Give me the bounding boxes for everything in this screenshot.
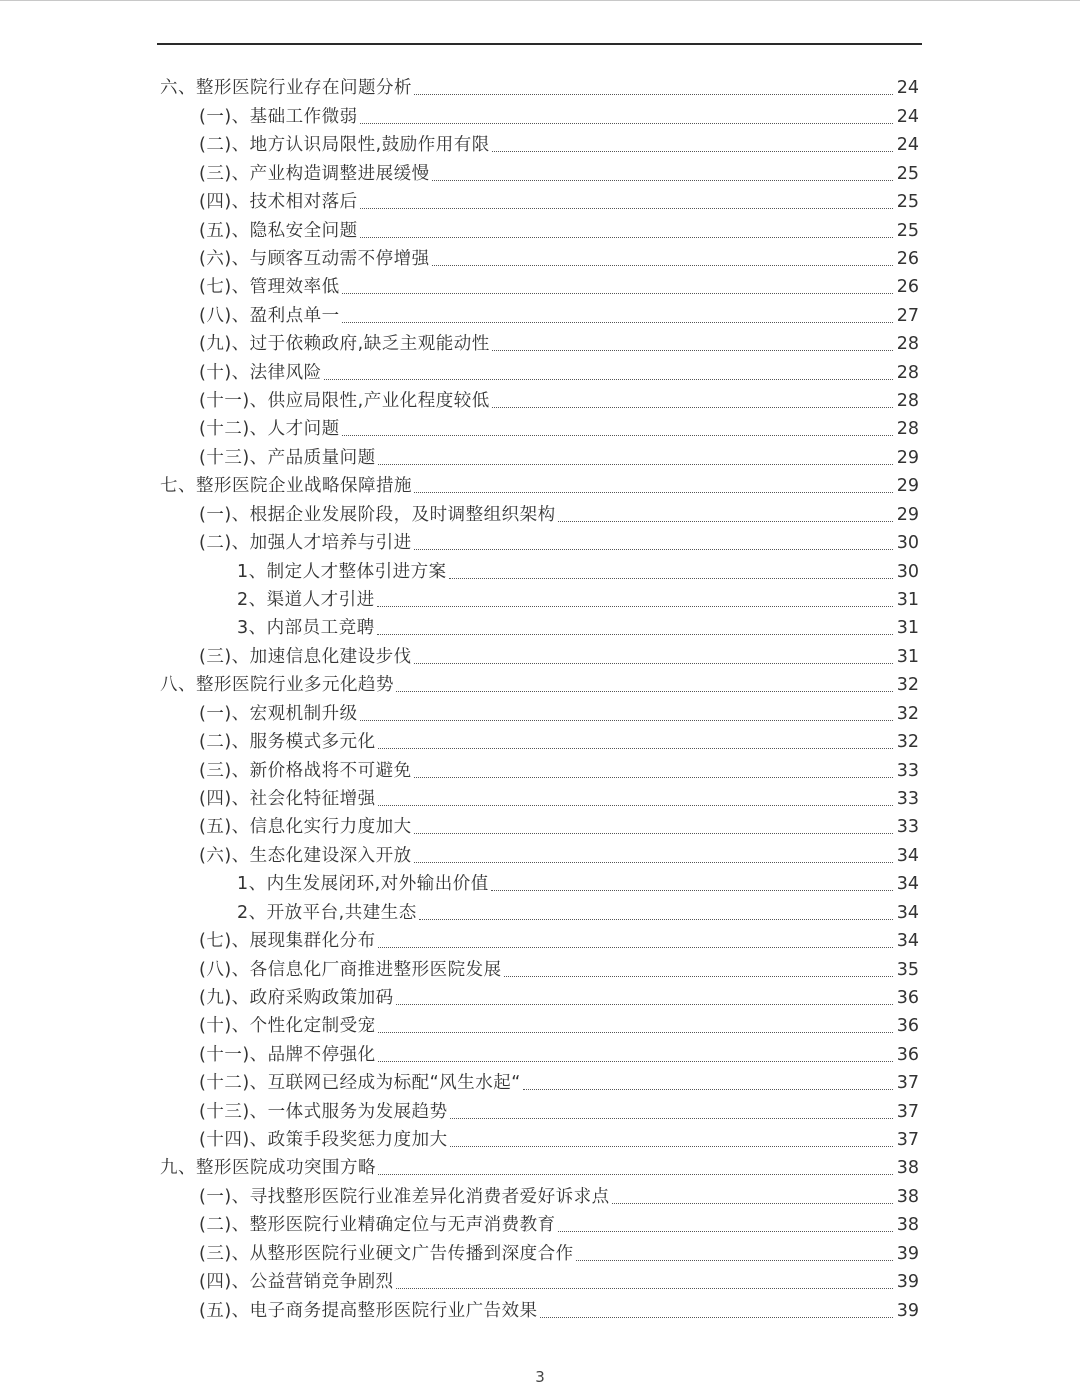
dot-leader bbox=[378, 748, 893, 749]
toc-entry-title: 七、整形医院企业战略保障措施 bbox=[160, 476, 412, 497]
toc-entry[interactable] bbox=[0, 415, 1080, 443]
dot-leader bbox=[612, 1203, 893, 1204]
toc-entry-title: (二)、加强人才培养与引进 bbox=[199, 533, 412, 554]
toc-entry-title: (四)、社会化特征增强 bbox=[199, 788, 376, 809]
toc-entry-title: (六)、与顾客互动需不停增强 bbox=[199, 248, 430, 269]
toc-entry-title: 1、内生发展闭环,对外输出价值 bbox=[237, 874, 489, 895]
dot-leader bbox=[342, 322, 893, 323]
dot-leader bbox=[377, 606, 893, 607]
toc-entry-title: (十一)、品牌不停强化 bbox=[199, 1044, 376, 1065]
page-number-footer: 3 bbox=[535, 1368, 545, 1386]
toc-entry-page-number: 29 bbox=[896, 504, 919, 525]
toc-entry-title: 八、整形医院行业多元化趋势 bbox=[160, 675, 394, 696]
toc-entry-title: (五)、隐私安全问题 bbox=[199, 220, 358, 241]
toc-entry-title: (四)、公益营销竞争剧烈 bbox=[199, 1272, 394, 1293]
toc-entry-title: (八)、各信息化厂商推进整形医院发展 bbox=[199, 959, 502, 980]
toc-entry-page-number: 30 bbox=[896, 533, 919, 554]
toc-entry[interactable] bbox=[0, 756, 1080, 784]
dot-leader bbox=[378, 1174, 893, 1175]
toc-entry-title: (五)、电子商务提高整形医院行业广告效果 bbox=[199, 1300, 538, 1321]
toc-entry-page-number: 32 bbox=[896, 703, 919, 724]
toc-entry-page-number: 34 bbox=[896, 874, 919, 895]
toc-entry-page-number: 39 bbox=[896, 1272, 919, 1293]
dot-leader bbox=[558, 1231, 893, 1232]
dot-leader bbox=[491, 890, 893, 891]
dot-leader bbox=[449, 578, 893, 579]
toc-entry[interactable] bbox=[0, 1040, 1080, 1068]
toc-entry[interactable] bbox=[0, 301, 1080, 329]
toc-entry[interactable] bbox=[0, 1211, 1080, 1239]
toc-entry-page-number: 38 bbox=[896, 1158, 919, 1179]
toc-entry-title: 1、制定人才整体引进方案 bbox=[237, 561, 447, 582]
toc-entry-title: (十四)、政策手段奖惩力度加大 bbox=[199, 1130, 448, 1151]
toc-entry[interactable] bbox=[0, 813, 1080, 841]
dot-leader bbox=[492, 151, 893, 152]
toc-entry-page-number: 37 bbox=[896, 1073, 919, 1094]
toc-entry-page-number: 37 bbox=[896, 1101, 919, 1122]
toc-entry-title: (九)、政府采购政策加码 bbox=[199, 987, 394, 1008]
toc-entry-page-number: 26 bbox=[896, 248, 919, 269]
dot-leader bbox=[414, 833, 893, 834]
toc-entry[interactable] bbox=[0, 1182, 1080, 1210]
toc-entry-page-number: 34 bbox=[896, 931, 919, 952]
toc-entry-page-number: 24 bbox=[896, 106, 919, 127]
toc-entry-title: (七)、展现集群化分布 bbox=[199, 931, 376, 952]
toc-entry[interactable] bbox=[0, 785, 1080, 813]
dot-leader bbox=[414, 777, 893, 778]
toc-entry-page-number: 28 bbox=[896, 362, 919, 383]
toc-entry[interactable] bbox=[0, 443, 1080, 471]
dot-leader bbox=[396, 691, 893, 692]
dot-leader bbox=[492, 350, 893, 351]
dot-leader bbox=[576, 1260, 893, 1261]
toc-entry-page-number: 34 bbox=[896, 845, 919, 866]
toc-entry-title: (十一)、供应局限性,产业化程度较低 bbox=[199, 391, 490, 412]
toc-entry-title: (十二)、互联网已经成为标配“风生水起“ bbox=[199, 1073, 521, 1094]
toc-entry-page-number: 34 bbox=[896, 902, 919, 923]
dot-leader bbox=[523, 1089, 893, 1090]
toc-entry-title: (十三)、产品质量问题 bbox=[199, 447, 376, 468]
toc-entry-title: (四)、技术相对落后 bbox=[199, 192, 358, 213]
dot-leader bbox=[558, 521, 893, 522]
toc-entry-page-number: 39 bbox=[896, 1243, 919, 1264]
dot-leader bbox=[378, 805, 893, 806]
dot-leader bbox=[378, 947, 893, 948]
toc-entry-title: (一)、寻找整形医院行业准差异化消费者爱好诉求点 bbox=[199, 1186, 610, 1207]
toc-entry[interactable] bbox=[0, 159, 1080, 187]
toc-entry-title: (二)、整形医院行业精确定位与无声消费教育 bbox=[199, 1215, 556, 1236]
table-of-contents bbox=[0, 74, 1080, 1325]
toc-entry-page-number: 30 bbox=[896, 561, 919, 582]
toc-entry-title: 2、渠道人才引进 bbox=[237, 590, 375, 611]
toc-entry[interactable] bbox=[0, 216, 1080, 244]
toc-entry-page-number: 29 bbox=[896, 447, 919, 468]
dot-leader bbox=[414, 862, 893, 863]
toc-entry-title: (三)、产业构造调整进展缓慢 bbox=[199, 163, 430, 184]
dot-leader bbox=[450, 1118, 893, 1119]
toc-entry-title: 3、内部员工竞聘 bbox=[237, 618, 375, 639]
dot-leader bbox=[414, 492, 893, 493]
toc-entry-title: (十二)、人才问题 bbox=[199, 419, 340, 440]
toc-entry-title: (三)、从整形医院行业硬文广告传播到深度合作 bbox=[199, 1243, 574, 1264]
toc-entry[interactable] bbox=[0, 614, 1080, 642]
toc-entry[interactable] bbox=[0, 387, 1080, 415]
toc-entry[interactable] bbox=[0, 1296, 1080, 1324]
toc-entry-page-number: 37 bbox=[896, 1130, 919, 1151]
toc-entry-title: (九)、过于依赖政府,缺乏主观能动性 bbox=[199, 334, 490, 355]
toc-entry-title: (三)、新价格战将不可避免 bbox=[199, 760, 412, 781]
dot-leader bbox=[396, 1004, 893, 1005]
dot-leader bbox=[360, 208, 893, 209]
toc-entry-title: (二)、地方认识局限性,鼓励作用有限 bbox=[199, 135, 490, 156]
toc-entry[interactable] bbox=[0, 984, 1080, 1012]
toc-entry-title: (十)、法律风险 bbox=[199, 362, 322, 383]
dot-leader bbox=[378, 1061, 893, 1062]
toc-entry-title: (一)、基础工作微弱 bbox=[199, 106, 358, 127]
toc-entry[interactable] bbox=[0, 898, 1080, 926]
toc-entry-page-number: 33 bbox=[896, 760, 919, 781]
toc-entry-page-number: 38 bbox=[896, 1186, 919, 1207]
toc-entry-page-number: 31 bbox=[896, 590, 919, 611]
toc-entry-page-number: 33 bbox=[896, 817, 919, 838]
toc-entry[interactable] bbox=[0, 927, 1080, 955]
toc-entry[interactable] bbox=[0, 557, 1080, 585]
toc-entry-page-number: 25 bbox=[896, 163, 919, 184]
toc-entry-page-number: 28 bbox=[896, 391, 919, 412]
toc-entry-page-number: 31 bbox=[896, 646, 919, 667]
toc-entry[interactable] bbox=[0, 1154, 1080, 1182]
toc-entry[interactable] bbox=[0, 1069, 1080, 1097]
dot-leader bbox=[396, 1288, 893, 1289]
toc-entry[interactable] bbox=[0, 529, 1080, 557]
toc-entry-title: (十)、个性化定制受宠 bbox=[199, 1016, 376, 1037]
toc-entry-page-number: 29 bbox=[896, 476, 919, 497]
toc-entry-title: (三)、加速信息化建设步伐 bbox=[199, 646, 412, 667]
toc-entry[interactable] bbox=[0, 1268, 1080, 1296]
toc-entry-page-number: 24 bbox=[896, 78, 919, 99]
toc-entry-page-number: 32 bbox=[896, 675, 919, 696]
toc-entry-page-number: 36 bbox=[896, 1016, 919, 1037]
dot-leader bbox=[414, 94, 893, 95]
toc-entry[interactable] bbox=[0, 841, 1080, 869]
dot-leader bbox=[324, 379, 893, 380]
toc-entry[interactable] bbox=[0, 642, 1080, 670]
toc-entry[interactable] bbox=[0, 358, 1080, 386]
toc-entry-title: (五)、信息化实行力度加大 bbox=[199, 817, 412, 838]
toc-entry[interactable] bbox=[0, 188, 1080, 216]
dot-leader bbox=[414, 549, 893, 550]
dot-leader bbox=[414, 663, 893, 664]
toc-entry[interactable] bbox=[0, 1012, 1080, 1040]
page-top-edge bbox=[0, 0, 1080, 1]
toc-entry-title: 九、整形医院成功突围方略 bbox=[160, 1158, 376, 1179]
toc-entry[interactable] bbox=[0, 74, 1080, 102]
toc-entry[interactable] bbox=[0, 586, 1080, 614]
toc-entry-title: (一)、根据企业发展阶段，及时调整组织架构 bbox=[199, 504, 556, 525]
toc-entry-title: (七)、管理效率低 bbox=[199, 277, 340, 298]
toc-entry-page-number: 38 bbox=[896, 1215, 919, 1236]
toc-entry[interactable] bbox=[0, 131, 1080, 159]
dot-leader bbox=[378, 1032, 893, 1033]
toc-entry-page-number: 26 bbox=[896, 277, 919, 298]
toc-entry[interactable] bbox=[0, 699, 1080, 727]
dot-leader bbox=[450, 1146, 893, 1147]
toc-entry-title: 六、整形医院行业存在问题分析 bbox=[160, 78, 412, 99]
dot-leader bbox=[540, 1317, 893, 1318]
dot-leader bbox=[432, 265, 893, 266]
toc-entry-page-number: 25 bbox=[896, 220, 919, 241]
toc-entry-title: (八)、盈利点单一 bbox=[199, 305, 340, 326]
dot-leader bbox=[360, 237, 893, 238]
dot-leader bbox=[378, 464, 893, 465]
toc-entry-title: (二)、服务模式多元化 bbox=[199, 732, 376, 753]
toc-entry-page-number: 28 bbox=[896, 419, 919, 440]
toc-entry[interactable] bbox=[0, 500, 1080, 528]
toc-entry[interactable] bbox=[0, 245, 1080, 273]
dot-leader bbox=[360, 123, 893, 124]
toc-entry[interactable] bbox=[0, 472, 1080, 500]
toc-entry-page-number: 25 bbox=[896, 192, 919, 213]
dot-leader bbox=[504, 976, 893, 977]
toc-entry[interactable] bbox=[0, 728, 1080, 756]
toc-entry-page-number: 36 bbox=[896, 987, 919, 1008]
toc-entry[interactable] bbox=[0, 102, 1080, 130]
toc-entry-page-number: 33 bbox=[896, 788, 919, 809]
toc-entry[interactable] bbox=[0, 955, 1080, 983]
toc-entry[interactable] bbox=[0, 870, 1080, 898]
toc-entry[interactable] bbox=[0, 330, 1080, 358]
toc-entry[interactable] bbox=[0, 1097, 1080, 1125]
dot-leader bbox=[432, 180, 893, 181]
toc-entry-page-number: 36 bbox=[896, 1044, 919, 1065]
toc-entry-title: (十三)、一体式服务为发展趋势 bbox=[199, 1101, 448, 1122]
dot-leader bbox=[419, 919, 893, 920]
toc-entry-page-number: 35 bbox=[896, 959, 919, 980]
toc-entry-title: (一)、宏观机制升级 bbox=[199, 703, 358, 724]
toc-entry-page-number: 31 bbox=[896, 618, 919, 639]
toc-entry[interactable] bbox=[0, 1126, 1080, 1154]
dot-leader bbox=[377, 634, 893, 635]
toc-entry[interactable] bbox=[0, 1239, 1080, 1267]
toc-entry-page-number: 39 bbox=[896, 1300, 919, 1321]
header-rule bbox=[157, 43, 922, 45]
dot-leader bbox=[342, 435, 893, 436]
toc-entry-title: (六)、生态化建设深入开放 bbox=[199, 845, 412, 866]
toc-entry-title: 2、开放平台,共建生态 bbox=[237, 902, 417, 923]
dot-leader bbox=[342, 293, 893, 294]
toc-entry-page-number: 32 bbox=[896, 732, 919, 753]
dot-leader bbox=[492, 407, 893, 408]
toc-entry-page-number: 28 bbox=[896, 334, 919, 355]
toc-entry[interactable] bbox=[0, 273, 1080, 301]
toc-entry[interactable] bbox=[0, 671, 1080, 699]
toc-entry-page-number: 24 bbox=[896, 135, 919, 156]
dot-leader bbox=[360, 720, 893, 721]
toc-entry-page-number: 27 bbox=[896, 305, 919, 326]
